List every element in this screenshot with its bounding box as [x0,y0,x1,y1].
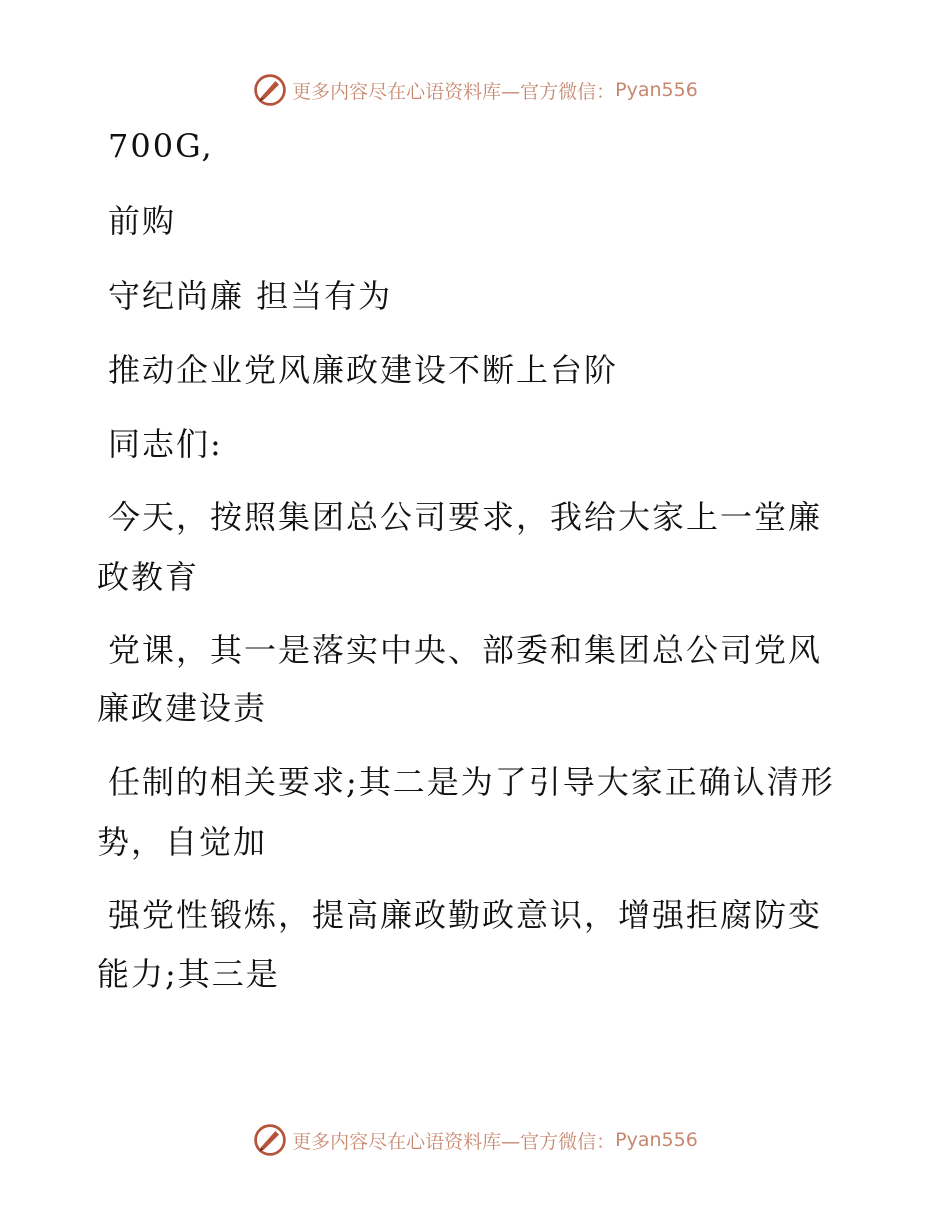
text-line: 前购 [108,202,177,240]
banner-wechat: Pyan556 [615,1129,698,1151]
pen-logo-icon [252,1122,288,1158]
text-line: 廉政建设责 [97,689,268,727]
text-line: 势，自觉加 [97,823,268,861]
pen-logo-icon [252,72,288,108]
text-line: 推动企业党风廉政建设不断上台阶 [108,351,619,389]
text-line: 今天，按照集团总公司要求，我给大家上一堂廉 [108,498,823,536]
text-line: 强党性锻炼，提高廉政勤政意识，增强拒腐防变 [108,896,823,934]
banner-text: 更多内容尽在心语资料库—官方微信： [292,80,616,103]
text-line: 守纪尚廉 担当有为 [108,277,393,315]
text-line: 党课，其一是落实中央、部委和集团总公司党风 [108,631,823,669]
text-line: 政教育 [97,558,200,596]
header-banner [0,70,950,110]
banner-wechat: Pyan556 [615,79,698,101]
text-line: 700G, [108,127,214,165]
text-line: 任制的相关要求;其二是为了引导大家正确认清形 [108,763,835,801]
text-line: 能力;其三是 [97,955,280,993]
banner-text: 更多内容尽在心语资料库—官方微信： [292,1130,616,1153]
text-line: 同志们: [108,425,223,463]
footer-banner [0,1120,950,1160]
